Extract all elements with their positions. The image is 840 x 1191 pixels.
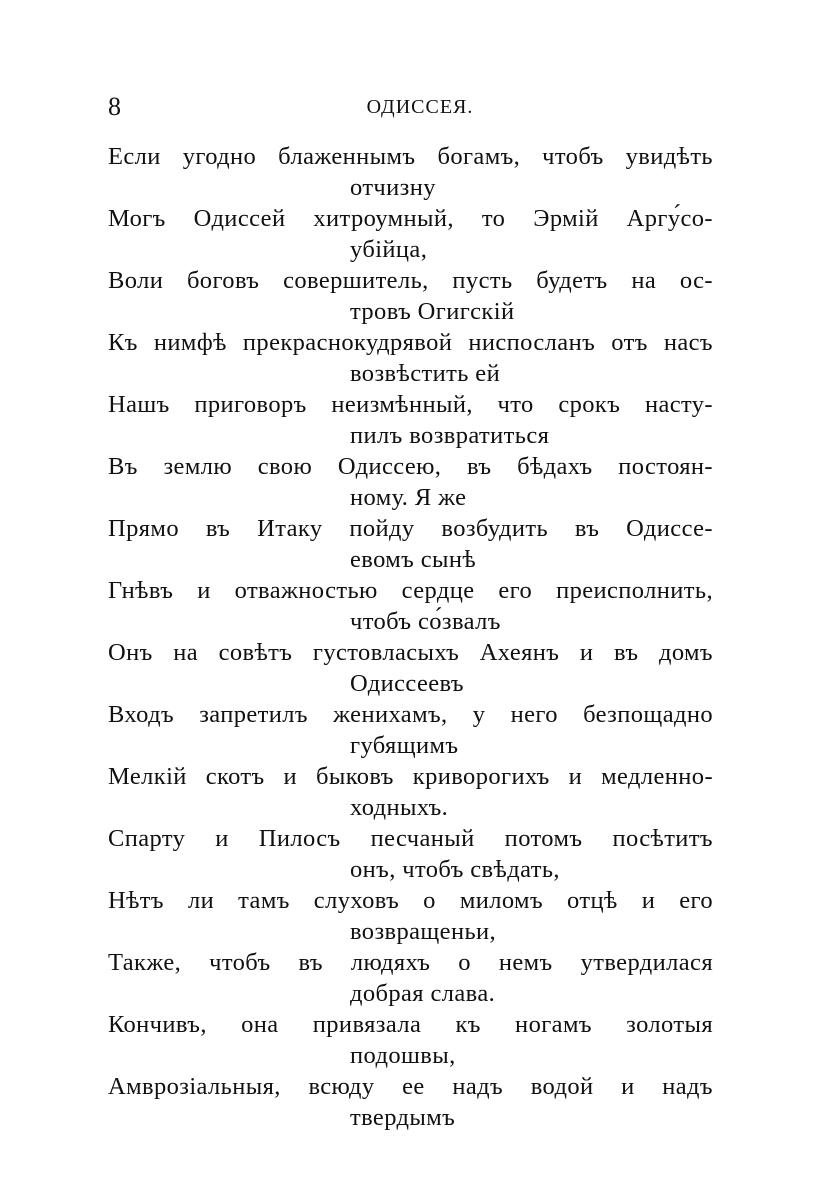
- verse-continuation: возвращеньи,: [350, 917, 497, 945]
- verse-line: Кончивъ, она привязала къ ногамъ золотыя: [108, 1011, 713, 1038]
- verse: [108, 1009, 713, 1071]
- verse-continuation: тровъ Огигскій: [350, 297, 515, 325]
- verse: [108, 513, 713, 575]
- verse-continuation: добрая слава.: [350, 979, 496, 1007]
- verse-line: Прямо въ Итаку пойду возбудить въ Одиссе-: [108, 515, 713, 542]
- verse-line: Входъ запретилъ женихамъ, у него безпощадно: [108, 701, 713, 728]
- page-header: [108, 92, 732, 126]
- verse-line: Нашъ приговоръ неизмѣнный, что срокъ насту-: [108, 391, 713, 418]
- verse: [108, 761, 713, 823]
- verse-continuation: возвѣстить ей: [350, 359, 501, 387]
- verse-continuation: убійца,: [350, 235, 428, 263]
- verse: [108, 1071, 713, 1133]
- verse-line: Нѣтъ ли тамъ слуховъ о миломъ отцѣ и его: [108, 887, 713, 914]
- verse-continuation: онъ, чтобъ свѣдать,: [350, 855, 560, 883]
- verse: [108, 575, 713, 637]
- verse: [108, 451, 713, 513]
- verse-continuation: чтобъ со́звалъ: [350, 607, 501, 635]
- verse-line: Онъ на совѣтъ густовласыхъ Ахеянъ и въ домъ: [108, 639, 713, 666]
- verse-line: Амврозіальныя, всюду ее надъ водой и надъ: [108, 1073, 713, 1100]
- verse-continuation: Одиссеевъ: [350, 669, 464, 697]
- verse: [108, 389, 713, 451]
- verse-continuation: ному. Я же: [350, 483, 467, 511]
- verse-line: Мелкій скотъ и быковъ криворогихъ и медленно-: [108, 763, 713, 790]
- verse: [108, 141, 713, 203]
- verse-continuation: евомъ сынѣ: [350, 545, 477, 573]
- verse-continuation: отчизну: [350, 173, 436, 201]
- verse-line: Если угодно блаженнымъ богамъ, чтобъ увидѣть: [108, 143, 713, 170]
- verse-continuation: ходныхъ.: [350, 793, 449, 821]
- verse-continuation: подошвы,: [350, 1041, 456, 1069]
- verse: [108, 203, 713, 265]
- verse-block: [108, 141, 713, 1133]
- verse-line: Воли боговъ совершитель, пусть будетъ на ос-: [108, 267, 713, 294]
- verse-line: Въ землю свою Одиссею, въ бѣдахъ постоян-: [108, 453, 713, 480]
- running-title: ОДИССЕЯ.: [366, 96, 474, 118]
- verse: [108, 637, 713, 699]
- verse-line: Могъ Одиссей хитроумный, то Эрмій Аргу́со-: [108, 205, 713, 232]
- verse: [108, 265, 713, 327]
- verse-continuation: пилъ возвратиться: [350, 421, 550, 449]
- verse: [108, 327, 713, 389]
- verse-line: Гнѣвъ и отважностью сердце его преисполнить,: [108, 577, 713, 604]
- verse-line: Къ нимфѣ прекраснокудрявой ниспосланъ отъ насъ: [108, 329, 713, 356]
- verse-continuation: губящимъ: [350, 731, 459, 759]
- verse: [108, 823, 713, 885]
- verse: [108, 885, 713, 947]
- verse-line: Спарту и Пилосъ песчаный потомъ посѣтитъ: [108, 825, 713, 852]
- verse: [108, 699, 713, 761]
- verse: [108, 947, 713, 1009]
- verse-continuation: твердымъ: [350, 1103, 456, 1131]
- page-number: 8: [108, 92, 121, 121]
- verse-line: Также, чтобъ въ людяхъ о немъ утвердилася: [108, 949, 713, 976]
